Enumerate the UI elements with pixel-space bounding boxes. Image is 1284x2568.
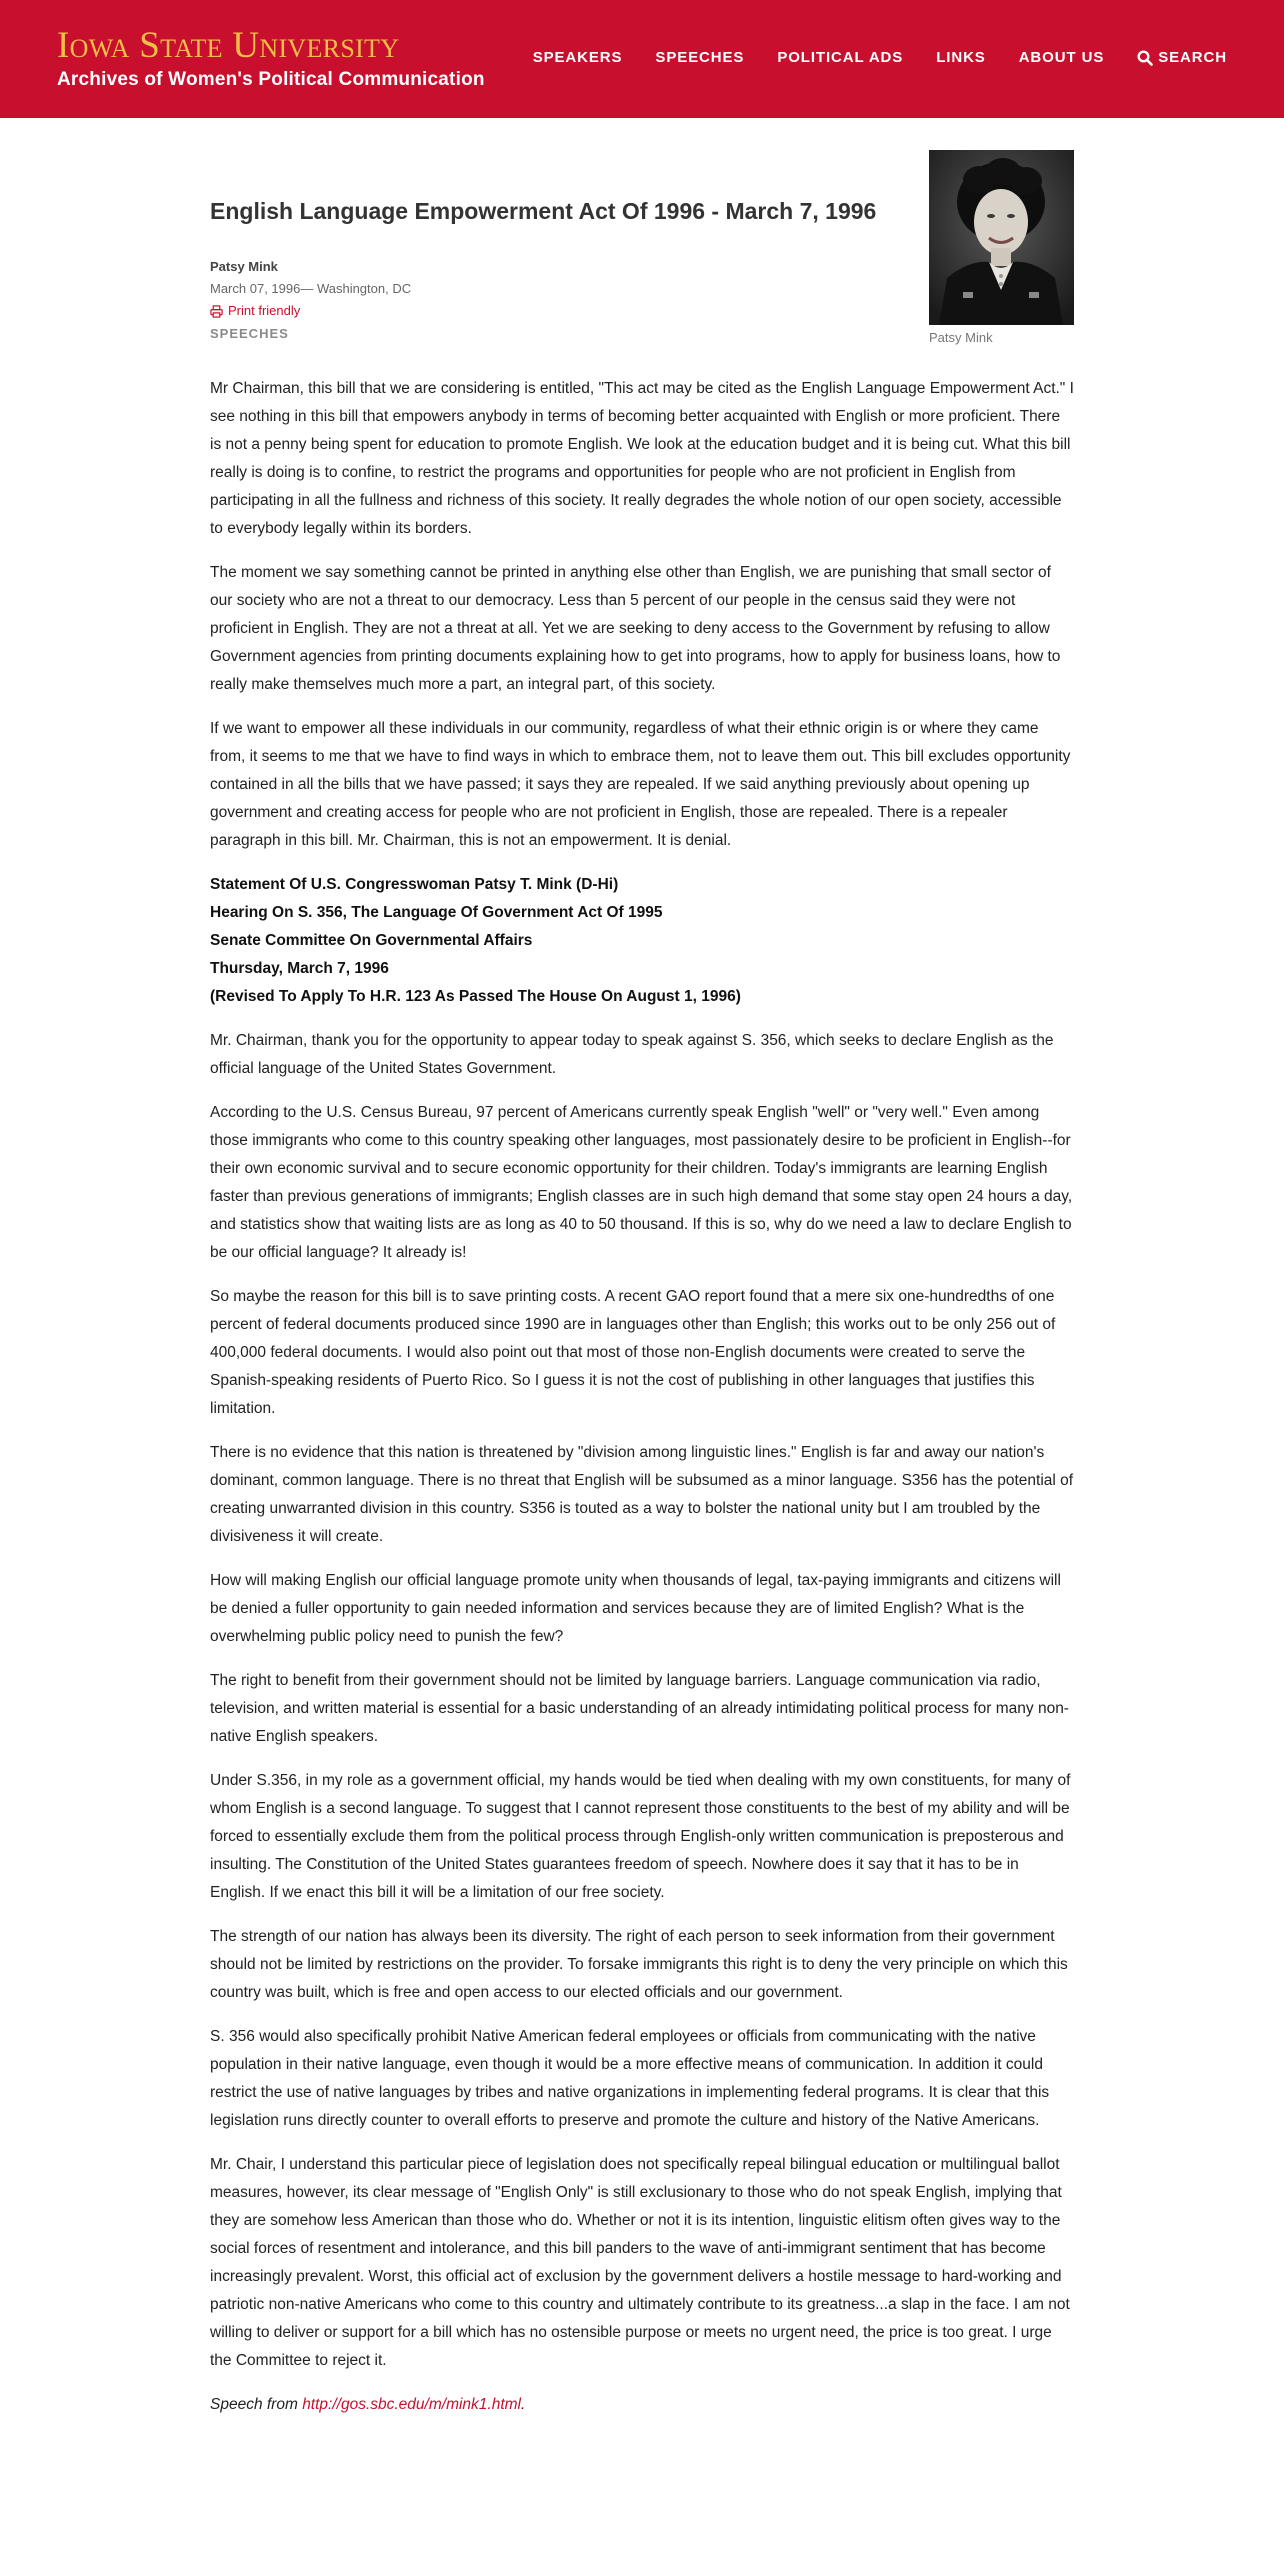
- speech-source: [210, 2391, 1074, 2419]
- author-name: Patsy Mink: [210, 259, 278, 274]
- paragraph: The strength of our nation has always been its diversity. The right of each person to seek information from their government should not be limited by restrictions on the provider. To forsake immigrants this right is to deny the very principle on which this country was built, which is free and open access to our elected officials and our government.: [210, 1928, 1068, 2001]
- paragraph: How will making English our official language promote unity when thousands of legal, tax-paying immigrants and citizens will be denied a fuller opportunity to gain needed information and services because they are of limited English? What is the overwhelming public policy need to punish the few?: [210, 1572, 1061, 1645]
- speaker-portrait: [929, 150, 1074, 325]
- source-link[interactable]: http://gos.sbc.edu/m/mink1.html: [302, 2396, 522, 2413]
- paragraph: S. 356 would also specifically prohibit Native American federal employees or officials from communicating with the native population in their native language, even though it would be a more effective means of communication. In addition it could restrict the use of native languages by tribes and native organizations in implementing federal programs. It is clear that this legislation runs directly counter to overall efforts to preserve and promote the culture and history of the Native Americans.: [210, 2028, 1050, 2129]
- article-header: [210, 150, 1074, 375]
- paragraph: Mr. Chair, I understand this particular piece of legislation does not specifically repeal bilingual education or multilingual ballot measures, however, its clear message of "English Only" is still exclusionary to those who do not speak English, implying that they are somehow less American than those who do. Whether or not it is its intention, linguistic elitism often gives way to the social forces of resentment and intolerance, and this bill panders to the wave of anti-immigrant sentiment that has become increasingly prevalent. Worst, this official act of exclusion by the government delivers a hostile message to hard-working and patriotic non-native Americans who come to this country and ultimately contribute to its greatness...a slap in the face. I am not willing to deliver or support for a bill which has no ostensible purpose or meets no urgent need, the price is too great. I urge the Committee to reject it.: [210, 2156, 1070, 2369]
- category-link[interactable]: SPEECHES: [210, 326, 289, 341]
- article: [210, 150, 1074, 2419]
- nav-speeches[interactable]: SPEECHES: [655, 49, 745, 66]
- paragraph: The moment we say something cannot be printed in anything else other than English, we are punishing that small sector of our society who are not a threat to our democracy. Less than 5 percent of our people in the census said they were not proficient in English. They are not a threat at all. Yet we are seeking to deny access to the Government by refusing to allow Government agencies from printing documents explaining how to get into programs, how to apply for business loans, how to really make themselves much more a part, an integral part, of this society.: [210, 564, 1061, 693]
- nav-speakers[interactable]: SPEAKERS: [532, 49, 623, 66]
- nav-links[interactable]: LINKS: [936, 49, 986, 66]
- paragraph: There is no evidence that this nation is threatened by "division among linguistic lines." English is far and away our nation's dominant, common language. There is no threat that English will be subsumed as a minor language. S356 has the potential of creating unwarranted division in this country. S356 is touted as a way to bolster the national unity but I am troubled by the divisiveness it will create.: [210, 1444, 1074, 1545]
- source-suffix: .: [521, 2396, 526, 2413]
- site-header: [0, 0, 1284, 118]
- statement-heading: [210, 871, 1074, 1011]
- paragraph: Mr Chairman, this bill that we are considering is entitled, "This act may be cited as the English Language Empowerment Act." I see nothing in this bill that empowers anybody in terms of becoming better acquainted with English or more proficient. There is not a penny being spent for education to promote English. We look at the education budget and it is being cut. What this bill really is doing is to confine, to restrict the programs and opportunities for people who are not proficient in English from participating in all the fullness and richness of this society. It really degrades the whole notion of our open society, accessible to everybody legally within its borders.: [210, 380, 1074, 537]
- portrait-caption: Patsy Mink: [929, 330, 993, 345]
- nav-search[interactable]: [1137, 48, 1227, 68]
- statement-line: Senate Committee On Governmental Affairs: [210, 932, 533, 949]
- paragraph: If we want to empower all these individuals in our community, regardless of what their ethnic origin is or where they came from, it seems to me that we have to find ways in which to embrace them, not to leave them out. This bill excludes opportunity contained in all the bills that we have passed; it says they are repealed. If we said anything previously about opening up government and creating access for people who are not proficient in English, those are repealed. There is a repealer paragraph in this bill. Mr. Chairman, this is not an empowerment. It is denial.: [210, 720, 1071, 849]
- nav-political-ads[interactable]: POLITICAL ADS: [777, 49, 904, 66]
- page-title: English Language Empowerment Act Of 1996 - March 7, 1996: [210, 198, 877, 224]
- paragraph: So maybe the reason for this bill is to save printing costs. A recent GAO report found that a mere six one-hundredths of one percent of federal documents produced since 1990 are in languages other than English; this works out to be only 256 out of 400,000 federal documents. I would also point out that most of those non-English documents were created to serve the Spanish-speaking residents of Puerto Rico. So I guess it is not the cost of publishing in other languages that justifies this limitation.: [210, 1288, 1056, 1417]
- search-icon: [1137, 50, 1153, 66]
- university-logo-link[interactable]: Iowa State University: [57, 25, 400, 66]
- statement-line: (Revised To Apply To H.R. 123 As Passed The House On August 1, 1996): [210, 988, 741, 1005]
- print-icon: [210, 305, 223, 318]
- article-meta: [210, 256, 411, 345]
- statement-line: Thursday, March 7, 1996: [210, 960, 389, 977]
- portrait-photo: [929, 150, 1074, 325]
- archive-title-link[interactable]: Archives of Women's Political Communication: [57, 69, 485, 90]
- paragraph: According to the U.S. Census Bureau, 97 percent of Americans currently speak English "well" or "very well." Even among those immigrants who come to this country speaking other languages, most passionately desire to be proficient in English--for their own economic survival and to secure economic opportunity for their children. Today's immigrants are learning English faster than previous generations of immigrants; English classes are in such high demand that some stay open 24 hours a day, and statistics show that waiting lists are as long as 40 to 50 thousand. If this is so, why do we need a law to declare English to be our official language? It already is!: [210, 1104, 1073, 1261]
- paragraph: The right to benefit from their government should not be limited by language barriers. Language communication via radio, television, and written material is essential for a basic understanding of an already intimidating political process for many non-native English speakers.: [210, 1672, 1069, 1745]
- print-friendly-link[interactable]: [210, 300, 411, 322]
- print-friendly-label: Print friendly: [228, 303, 301, 318]
- source-prefix: Speech from: [210, 2396, 303, 2413]
- paragraph: Mr. Chairman, thank you for the opportunity to appear today to speak against S. 356, which seeks to declare English as the official language of the United States Government.: [210, 1032, 1054, 1077]
- statement-line: Hearing On S. 356, The Language Of Government Act Of 1995: [210, 904, 663, 921]
- date-location: March 07, 1996— Washington, DC: [210, 281, 412, 296]
- speech-body: [210, 375, 1074, 2419]
- paragraph: Under S.356, in my role as a government official, my hands would be tied when dealing with my own constituents, for many of whom English is a second language. To suggest that I cannot represent those constituents to the best of my ability and will be forced to essentially exclude them from the political process through English-only written communication is preposterous and insulting. The Constitution of the United States guarantees freedom of speech. Nowhere does it say that it has to be in English. If we enact this bill it will be a limitation of our free society.: [210, 1772, 1071, 1901]
- nav-about-us[interactable]: ABOUT US: [1018, 49, 1105, 66]
- nav-search-label: SEARCH: [1158, 49, 1227, 66]
- brand: [57, 26, 485, 91]
- main-nav: [500, 48, 1227, 68]
- statement-line: Statement Of U.S. Congresswoman Patsy T. Mink (D-Hi): [210, 876, 619, 893]
